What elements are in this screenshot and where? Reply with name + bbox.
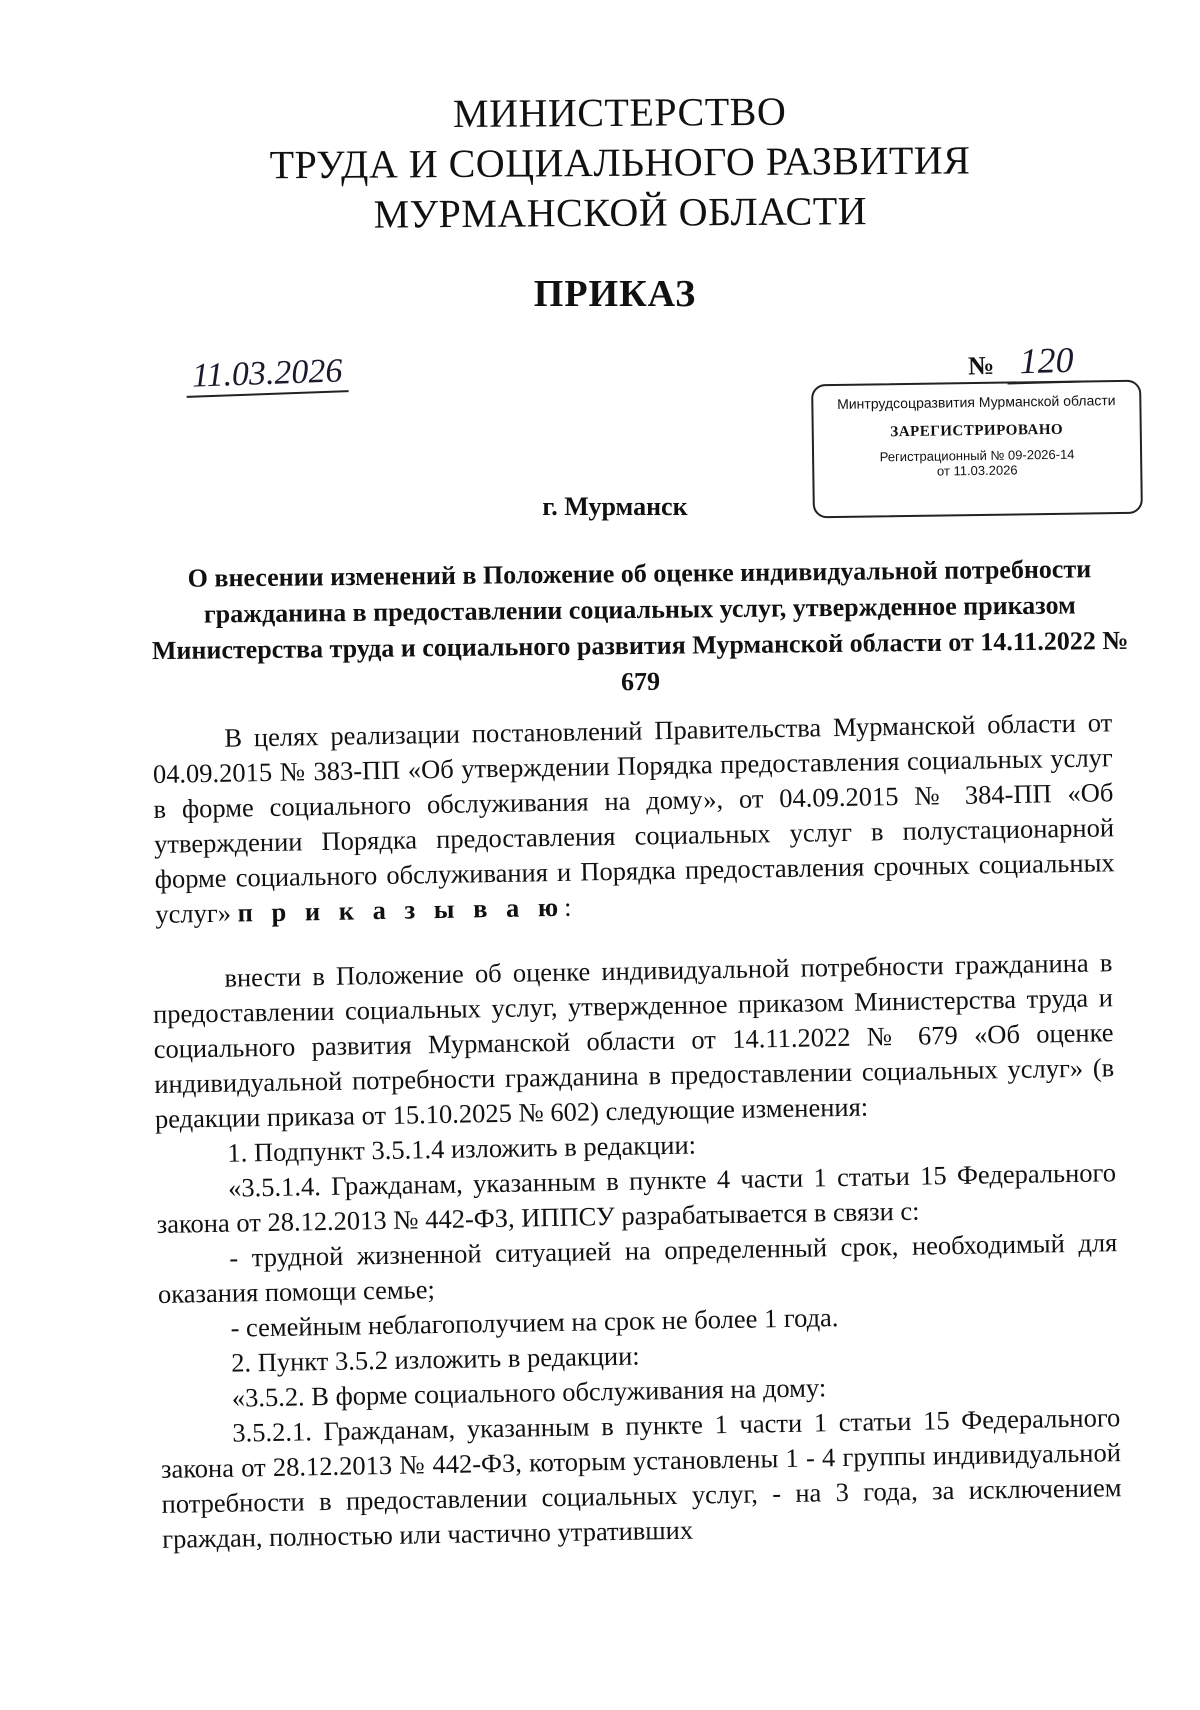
preamble-paragraph [152,705,1116,932]
body-intro: внести в Положение об оценке индивидуальной потребности гражданина в предоставлении социальных услуг, утвержденное приказом Министерства труда и социального развития Мурманской области от 14.11.2022 № 679 «Об оценке индивидуальной потребности гражданина в предоставлении социальных услуг» (в редакции приказа от 15.10.2025 № 602) следующие изменения: [152,947,1115,1134]
ministry-line-2: ТРУДА И СОЦИАЛЬНОГО РАЗВИТИЯ [269,137,971,188]
stamp-reg-no: Регистрационный № 09-2026-14 [879,446,1075,465]
item-1-dash-1: - трудной жизненной ситуацией на определенный срок, необходимый для оказания помощи семье; [157,1227,1118,1309]
order-title: ПРИКАЗ [533,273,697,315]
stamp-reg-date: от 11.03.2026 [936,462,1018,479]
item-2-sub-1: 3.5.2.1. Гражданам, указанным в пункте 1 части 1 статьи 15 Федерального закона от 28.12.2013 № 442-ФЗ, которым установлены 1 - 4 группы индивидуальной потребности в предоставлении социальных услуг, - на 3 года, за исключением граждан, полностью или частично утративших [160,1402,1122,1554]
item-1-dash-2: - семейным неблагополучием на срок не более 1 года. [230,1302,839,1343]
preamble-text: В целях реализации постановлений Правительства Мурманской области от 04.09.2015 № 383-ПП «Об утверждении Порядка предоставления социальных услуг в форме социального обслуживания на дому», от 04.09.2015 № 384-ПП «Об утверждении Порядка предоставления социальных услуг в полустационарной форме социального обслуживания и Порядка предоставления срочных социальных услуг» [152,707,1115,929]
order-body [152,935,1122,1557]
stamp-status: ЗАРЕГИСТРИРОВАНО [890,421,1064,441]
stamp-org: Минтрудсоцразвития Мурманской области [837,392,1116,412]
item-1-text: «3.5.1.4. Гражданам, указанным в пункте 4 части 1 статьи 15 Федерального закона от 28.12.2013 № 442-ФЗ, ИППСУ разрабатывается в связи с: [156,1157,1117,1239]
order-command: п р и к а з ы в а ю [237,891,565,928]
order-date: 11.03.2026 [185,352,349,398]
ministry-line-3: МУРМАНСКОЙ ОБЛАСТИ [373,188,868,237]
order-subject: О внесении изменений в Положение об оценке индивидуальной потребности гражданина в предоставлении социальных услуг, утвержденное приказом Министерства труда и социального развития Мурманской области от 14.11.2022 № 679 [151,554,1129,697]
city: г. Мурманск [542,492,688,521]
ministry-header [0,84,1200,242]
number-label: № [967,350,995,381]
order-number: 120 [1006,338,1087,384]
item-1-title: 1. Подпункт 3.5.1.4 изложить в редакции: [227,1129,697,1168]
command-colon: : [563,891,572,922]
ministry-line-1: МИНИСТЕРСТВО [452,88,787,137]
item-2-text: «3.5.2. В форме социального обслуживания на дому: [231,1372,827,1413]
preamble [152,705,1116,932]
item-2-title: 2. Пункт 3.5.2 изложить в редакции: [230,1340,640,1378]
order-number-block [967,338,1087,385]
